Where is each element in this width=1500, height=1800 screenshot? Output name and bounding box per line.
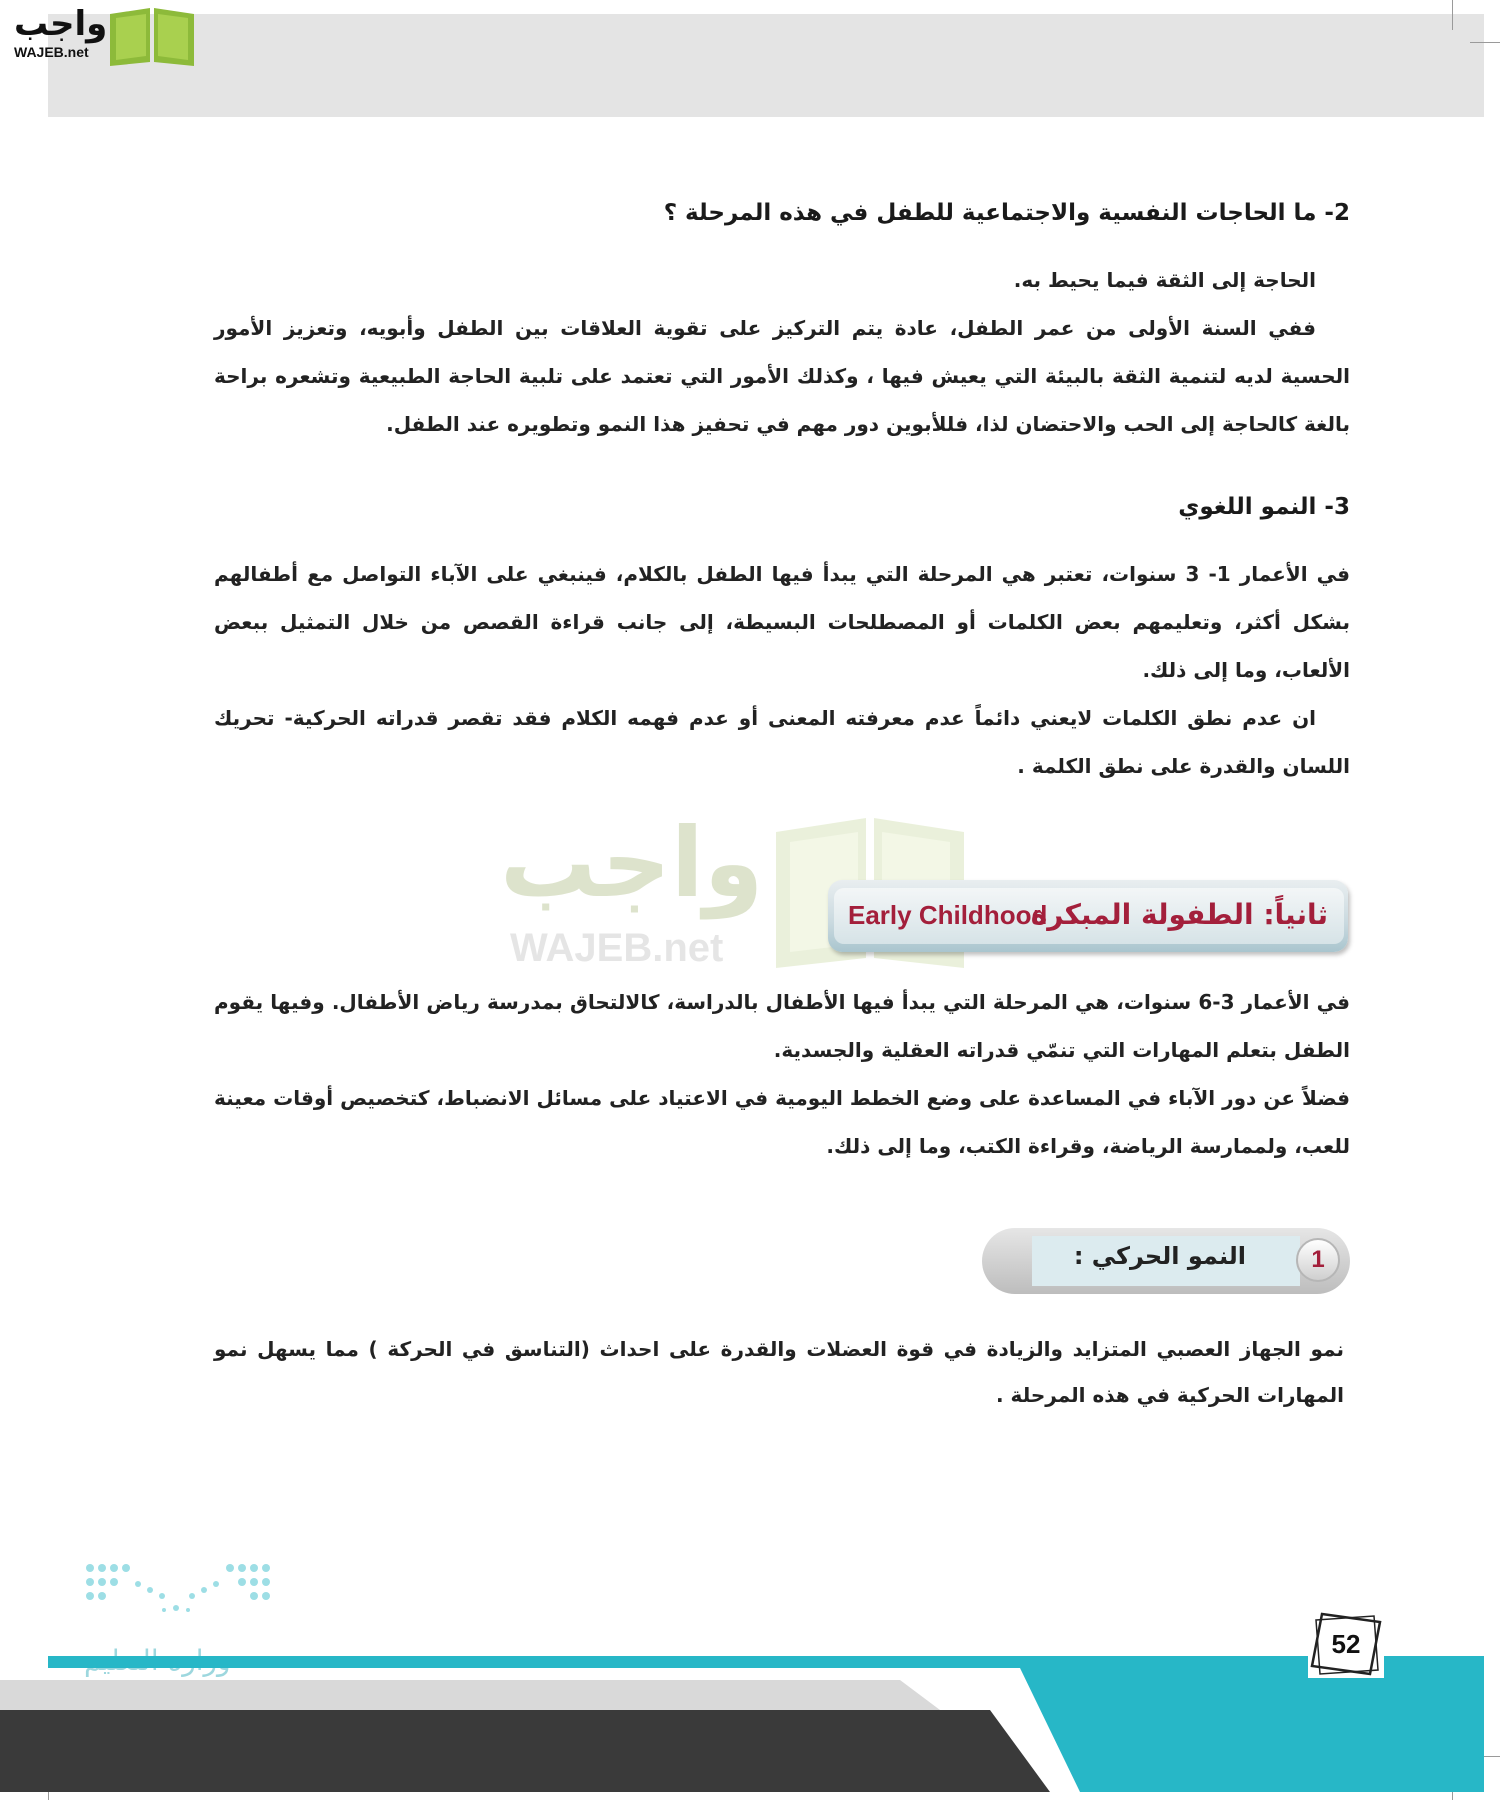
brand-english: WAJEB.net	[14, 44, 89, 60]
footer-stripe	[48, 1656, 1484, 1668]
footer-cyan-block	[1020, 1668, 1484, 1792]
early-childhood-paragraph-1: في الأعمار 3-6 سنوات، هي المرحلة التي يبدأ فيها الأطفال بالدراسة، كالالتحاق بمدرسة رياض الأطفال. وفيها يقوم الطفل بتعلم المهارات التي تنمّي قدراته العقلية والجسدية.	[214, 990, 1350, 1062]
motor-body	[214, 1326, 1344, 1418]
header-band	[48, 14, 1484, 117]
footer-gray-band	[0, 1680, 940, 1710]
section3-heading: 3- النمو اللغوي	[1178, 494, 1350, 520]
footer-dark-band	[0, 1710, 1050, 1792]
section3-paragraph-2: ان عدم نطق الكلمات لايعني دائماً عدم معرفته المعنى أو عدم فهمه الكلام فقد تقصر قدراته الحركية- تحريك اللسان والقدرة على نطق الكلمة .	[214, 706, 1350, 778]
motor-paragraph-1: نمو الجهاز العصبي المتزايد والزيادة في قوة العضلات والقدرة على احداث (التناسق في الحركة ) مما يسهل نمو المهارات الحركية في هذه المرحلة .	[214, 1337, 1344, 1407]
early-childhood-paragraph-2: فضلاً عن دور الآباء في المساعدة على وضع الخطط اليومية في الاعتياد على مسائل الانضباط، كتخصيص أوقات معينة للعب، ولممارسة الرياضة، وقراءة الكتب، وما إلى ذلك.	[214, 1086, 1350, 1158]
crop-mark	[1452, 0, 1453, 30]
page-number-box	[1308, 1610, 1384, 1678]
wajeb-logo[interactable]	[10, 4, 190, 68]
page-number: 52	[1331, 1629, 1361, 1659]
banner-title-arabic: ثانياً: الطفولة المبكرة	[1030, 898, 1328, 931]
brand-arabic: واجب	[14, 4, 108, 44]
motor-development-banner	[982, 1228, 1350, 1294]
section2-paragraph-1: الحاجة إلى الثقة فيما يحيط به.	[1013, 268, 1316, 292]
watermark-arabic: واجب	[500, 807, 764, 919]
section3-paragraph-1: في الأعمار 1- 3 سنوات، تعتبر هي المرحلة التي يبدأ فيها الطفل بالكلام، فينبغي على الآباء التواصل مع أطفالهم بشكل أكثر، وتعليمهم بعض الكلمات أو المصطلحات البسيطة، إلى جانب قراءة القصص من خلال التمثيل ببعض الألعاب، وما إلى ذلك.	[214, 562, 1350, 682]
early-childhood-body	[214, 978, 1350, 1170]
early-childhood-banner	[828, 880, 1348, 952]
section-number-badge: 1	[1296, 1238, 1340, 1282]
section2-heading: 2- ما الحاجات النفسية والاجتماعية للطفل في هذه المرحلة ؟	[663, 200, 1350, 226]
banner-title-english: Early Childhood	[848, 900, 1048, 930]
book-icon	[106, 4, 198, 66]
section2-body	[214, 256, 1350, 448]
section2-paragraph-2: ففي السنة الأولى من عمر الطفل، عادة يتم التركيز على تقوية العلاقات بين الطفل وأبويه، وتعزيز الأمور الحسية لديه لتنمية الثقة بالبيئة التي يعيش فيها ، وكذلك الأمور التي تعتمد على تلبية الحاجة الطبيعية وتشعره براحة بالغة كالحاجة إلى الحب والاحتضان لذا، فللأبوين دور مهم في تحفيز هذا النمو وتطويره عند الطفل.	[214, 316, 1350, 436]
crop-mark	[1470, 42, 1500, 43]
watermark-english: WAJEB.net	[510, 926, 724, 970]
section3-body	[214, 550, 1350, 790]
motor-development-label: النمو الحركي :	[1073, 1242, 1246, 1270]
ministry-dots-icon	[84, 1562, 270, 1622]
